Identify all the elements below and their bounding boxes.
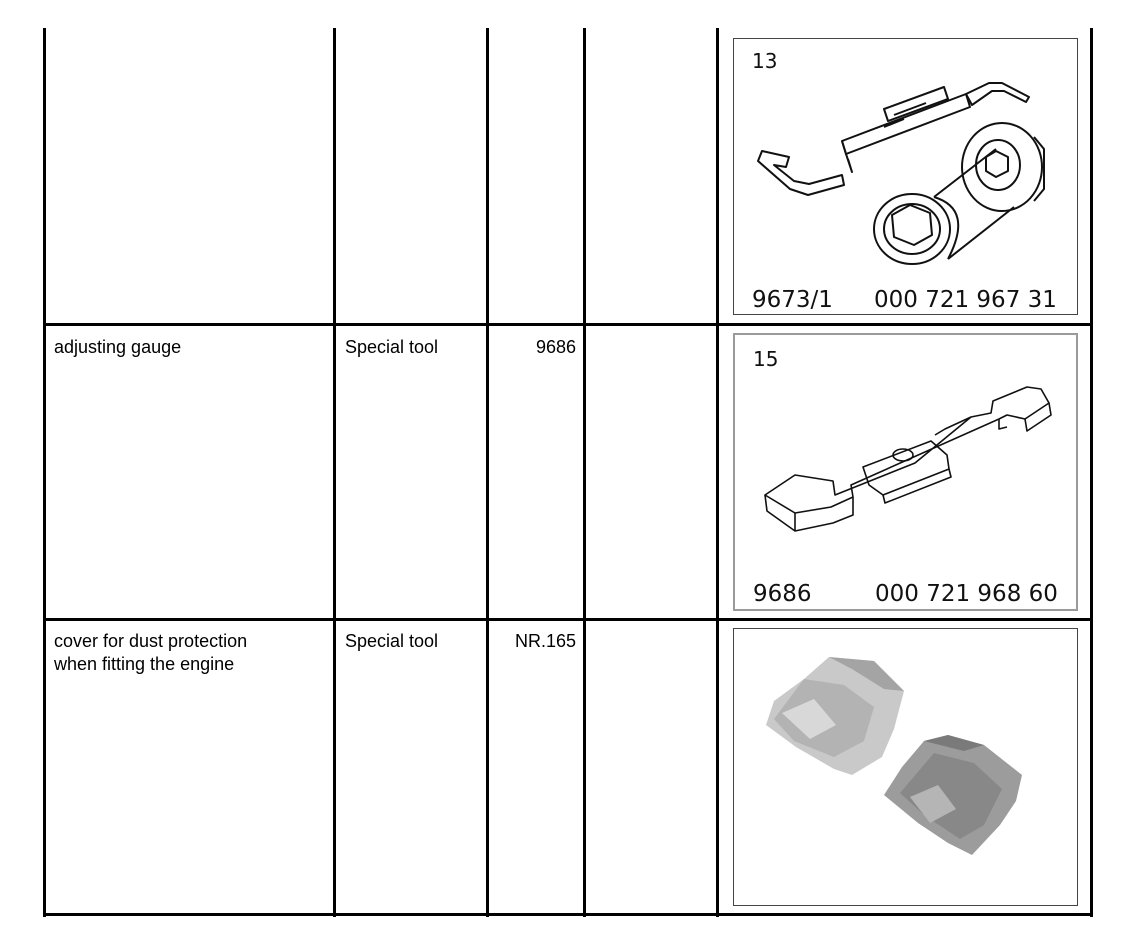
adjusting-gauge-icon: [735, 335, 1078, 611]
box-wrench-icon: [734, 39, 1078, 315]
illustration-number: 13: [752, 49, 778, 73]
column-divider: [716, 28, 719, 917]
table-border-bottom: [43, 913, 1093, 916]
row-divider: [43, 618, 1093, 621]
table-border-right: [1090, 28, 1093, 917]
tool-number: NR.165: [514, 631, 576, 651]
tool-description: cover for dust protection when fitting the engine: [54, 631, 248, 674]
tool-illustration: [733, 333, 1078, 611]
illustration-tool-label: 9686: [753, 581, 812, 607]
column-divider: [583, 28, 586, 917]
tool-number: 9686: [535, 337, 576, 357]
column-divider: [486, 28, 489, 917]
tool-type: Special tool: [345, 337, 439, 357]
illustration-part-number: 000 721 967 31: [874, 287, 1057, 313]
dust-cover-photo: [734, 629, 1078, 906]
illustration-tool-label: 9673/1: [752, 287, 833, 313]
illustration-number: 15: [753, 347, 779, 371]
tool-illustration: [733, 628, 1078, 906]
illustration-part-number: 000 721 968 60: [875, 581, 1058, 607]
column-divider: [333, 28, 336, 917]
tool-type: Special tool: [345, 631, 439, 651]
tool-illustration: [733, 38, 1078, 315]
table-border-left: [43, 28, 46, 917]
tool-description: adjusting gauge: [54, 337, 182, 357]
row-divider: [43, 323, 1093, 326]
